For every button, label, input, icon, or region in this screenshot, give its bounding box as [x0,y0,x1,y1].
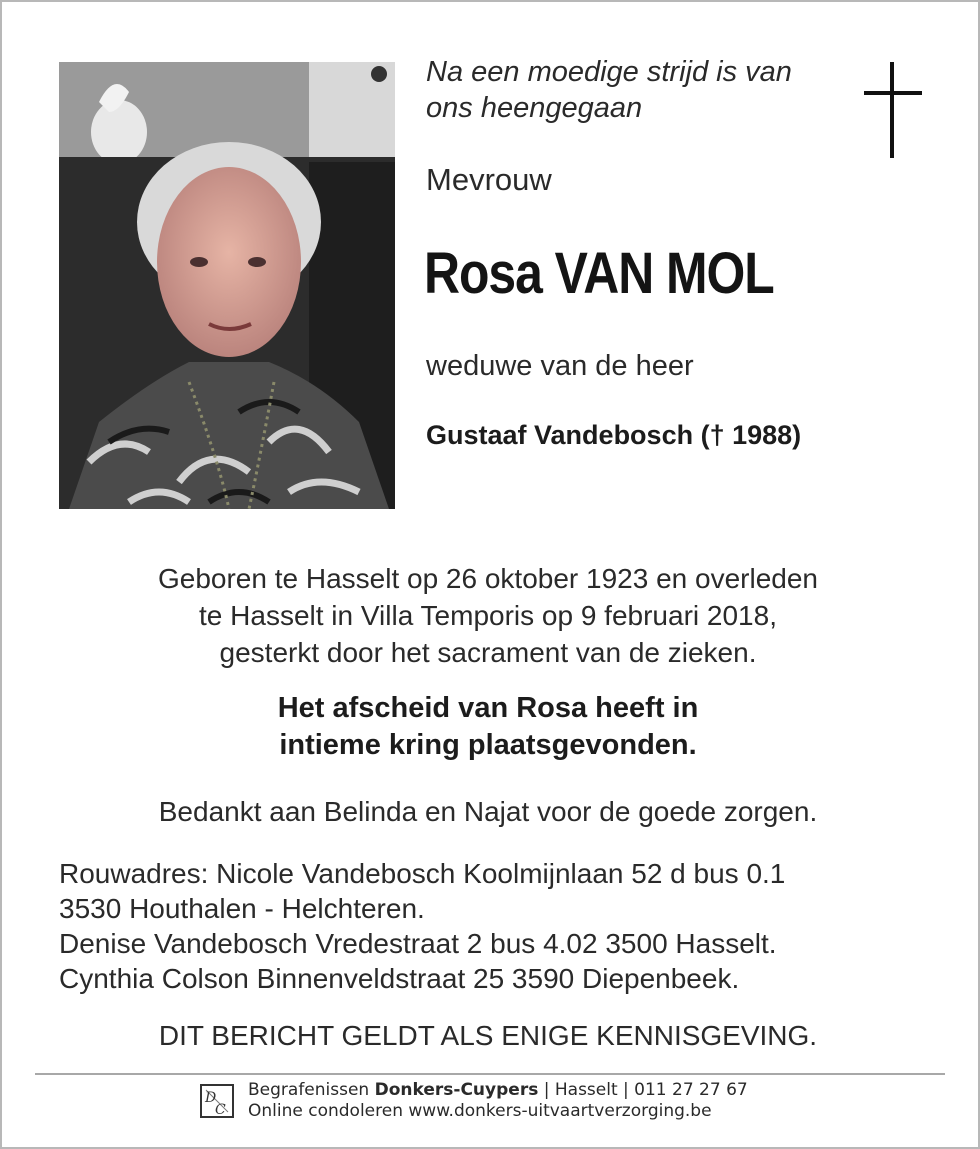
footer-company: Donkers-Cuypers [374,1080,539,1100]
address-line-1: Rouwadres: Nicole Vandebosch Koolmijnlaan 52 d bus 0.1 [59,858,786,889]
footer-divider [35,1073,945,1075]
farewell-text [0,690,976,764]
deceased-name: Rosa VAN MOL [424,241,774,306]
title-prefix: Mevrouw [426,162,552,197]
address-line-2: 3530 Houthalen - Helchteren. [59,893,425,924]
footer-line-1 [248,1080,748,1101]
notice-text: DIT BERICHT GELDT ALS ENIGE KENNISGEVING. [158,1020,818,1051]
farewell-line-1: Het afscheid van Rosa heeft in [277,692,699,724]
born-line-2: te Hasselt in Villa Temporis op 9 februari 2018, [199,600,777,631]
address-line-4: Cynthia Colson Binnenveldstraat 25 3590 Diepenbeek. [59,963,740,994]
footer-suffix: | Hasselt | 011 27 27 67 [538,1080,748,1100]
address-line-3: Denise Vandebosch Vredestraat 2 bus 4.02 3500 Hasselt. [59,928,777,959]
latin-cross-icon [864,62,922,158]
intro-line-1: Na een moedige strijd is van [426,56,792,88]
svg-text:C: C [215,1102,226,1118]
birth-death-text [0,560,976,671]
thanks-text: Bedankt aan Belinda en Najat voor de goede zorgen. [158,796,818,827]
footer-prefix: Begrafenissen [248,1080,375,1100]
intro-text [426,54,792,126]
footer-online-link[interactable]: Online condoleren www.donkers-uitvaartverzorging.be [248,1101,712,1121]
mourning-address [59,856,785,996]
portrait-photo [59,62,395,509]
intro-line-2: ons heengegaan [426,92,643,124]
spouse-name: Gustaaf Vandebosch († 1988) [426,420,802,450]
footer [200,1080,748,1122]
svg-text:D: D [205,1090,217,1106]
dc-logo-icon [200,1084,234,1118]
born-line-1: Geboren te Hasselt op 26 oktober 1923 en overleden [157,563,818,594]
farewell-line-2: intieme kring plaatsgevonden. [279,729,697,761]
widow-text: weduwe van de heer [426,350,694,382]
born-line-3: gesterkt door het sacrament van de zieken. [219,637,757,668]
